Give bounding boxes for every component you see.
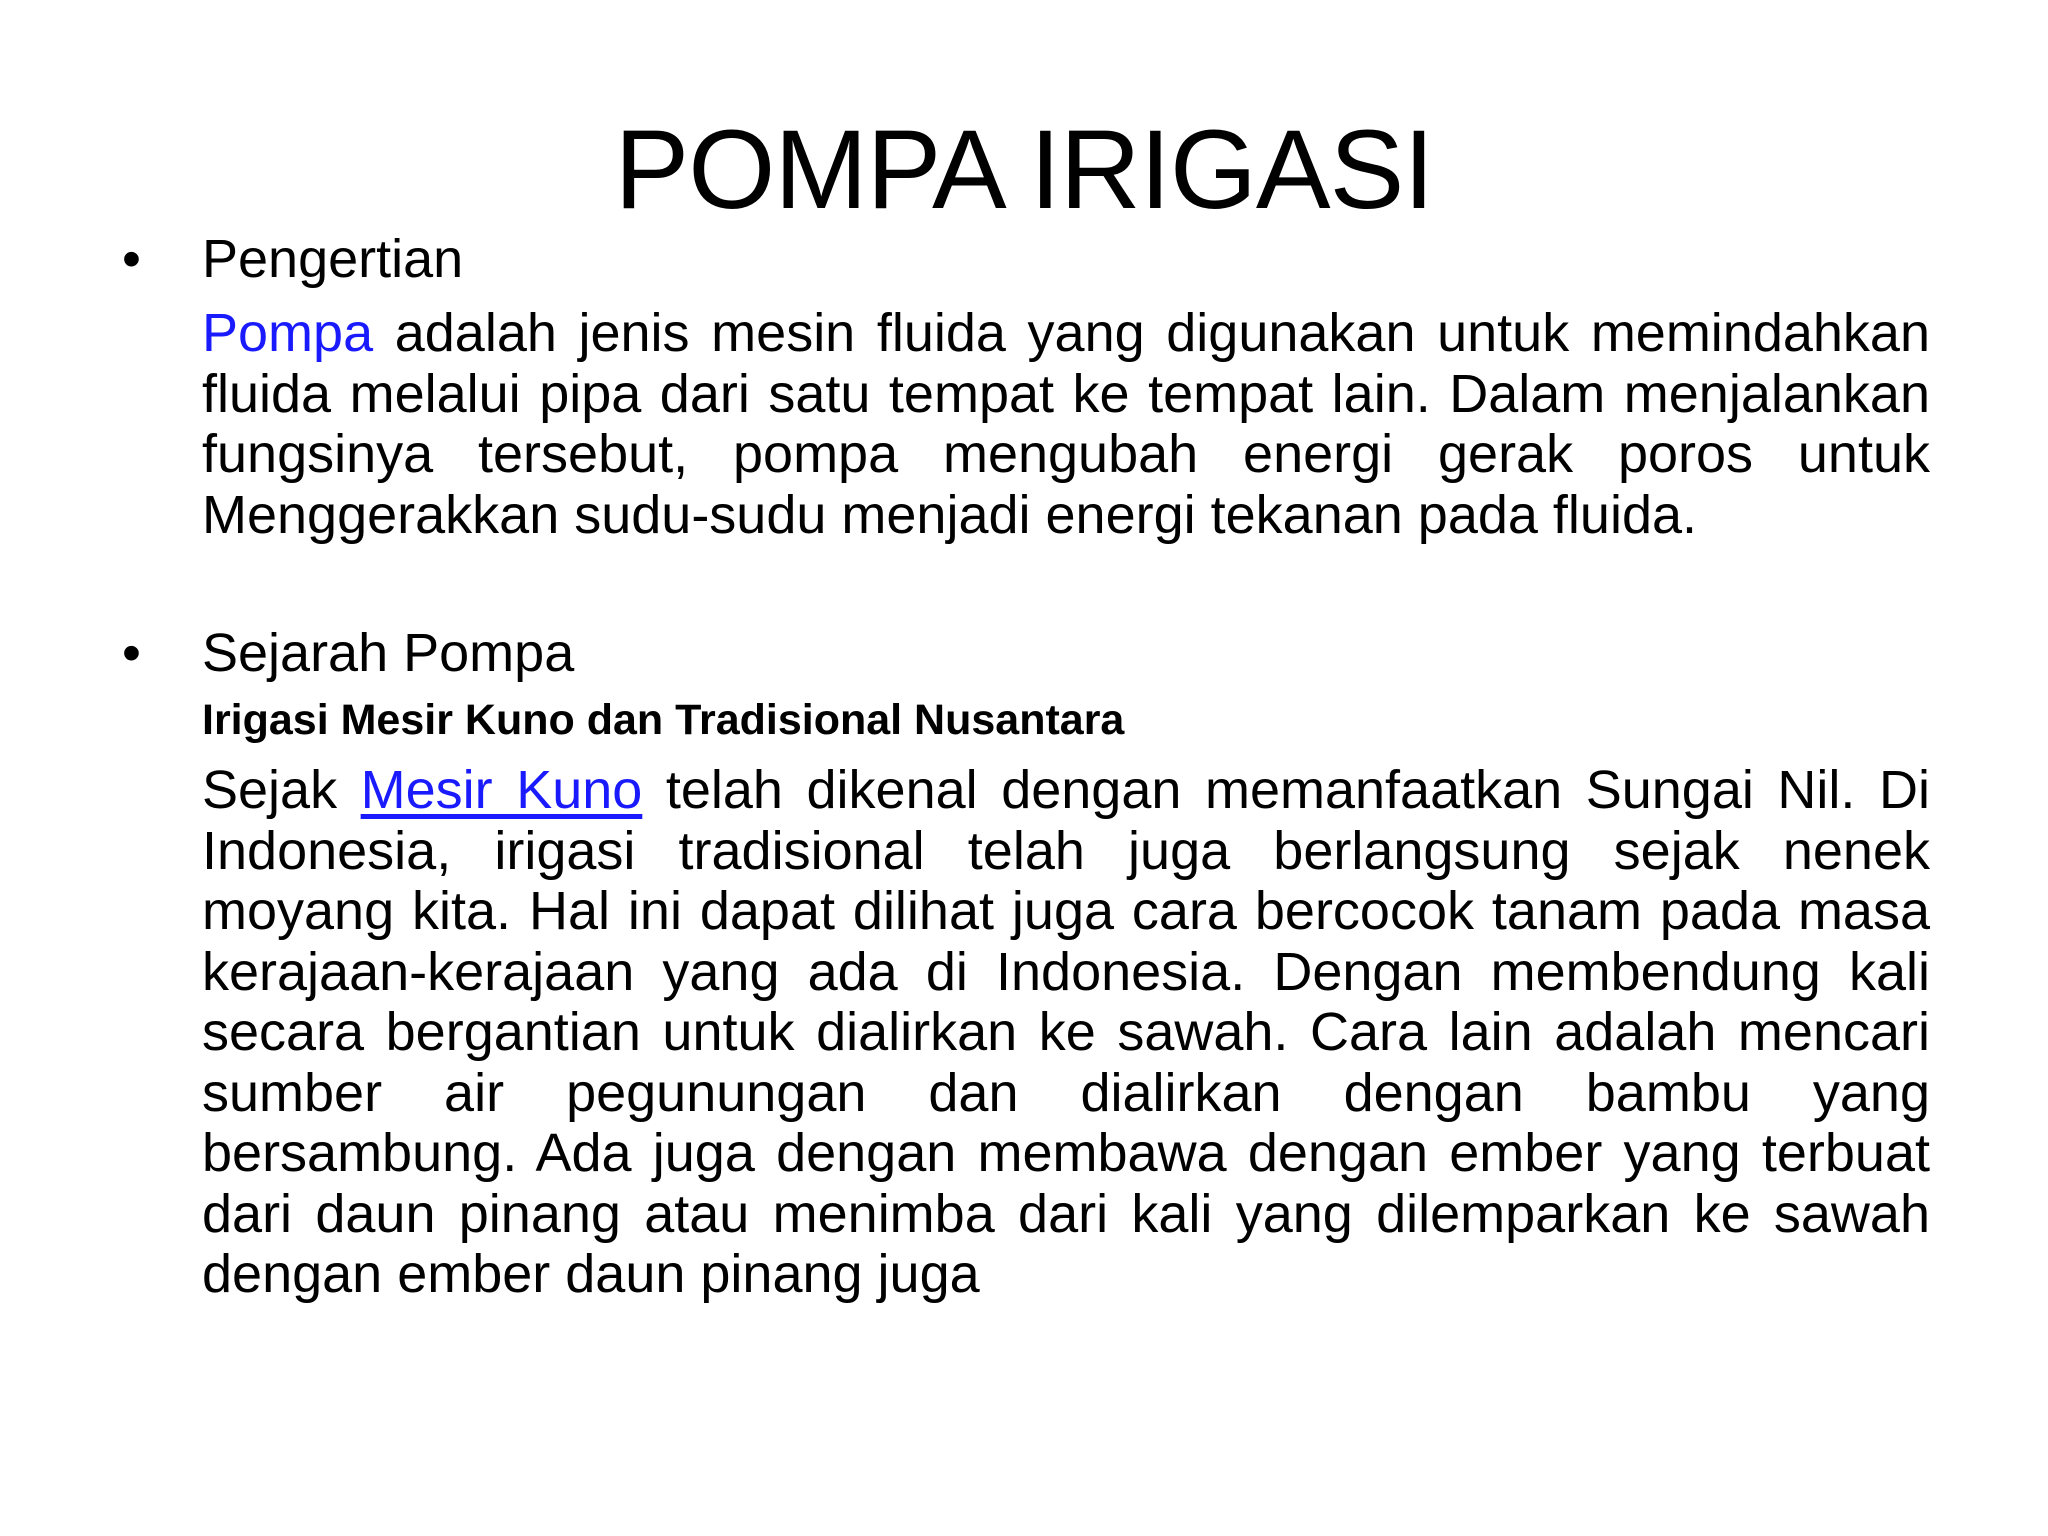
- definition-text: adalah jenis mesin fluida yang digunakan untuk memindahkan fluida melalui pipa dari satu tempat ke tempat lain. Dalam menjalankan fungsinya tersebut, pompa mengubah energi gerak poros untuk Menggerakkan sudu-sudu menjadi energi tekanan pada fluida.: [202, 303, 1930, 545]
- bullet-label-sejarah-pompa: Sejarah Pompa: [202, 623, 575, 683]
- history-text: telah dikenal dengan memanfaatkan Sungai Nil. Di Indonesia, irigasi tradisional telah juga berlangsung sejak nenek moyang kita. Hal ini dapat dilihat juga cara bercocok tanam pada masa kerajaan-kerajaan yang ada di Indonesia. Dengan membendung kali secara bergantian untuk dialirkan ke sawah. Cara lain adalah mencari sumber air pegunungan dan dialirkan dengan bambu yang bersambung. Ada juga dengan membawa dengan ember yang terbuat dari daun pinang atau menimba dari kali yang dilemparkan ke sawah dengan ember daun pinang juga: [202, 760, 1930, 1304]
- bullet-marker: •: [122, 229, 141, 289]
- history-prefix: Sejak: [202, 760, 361, 820]
- definition-paragraph: [202, 303, 1930, 545]
- term-pompa: Pompa: [202, 303, 374, 363]
- history-subheading: Irigasi Mesir Kuno dan Tradisional Nusantara: [202, 696, 1125, 744]
- history-paragraph: [202, 760, 1930, 1305]
- mesir-kuno-link[interactable]: Mesir Kuno: [360, 760, 643, 820]
- slide-title: POMPA IRIGASI: [614, 107, 1434, 232]
- bullet-label-pengertian: Pengertian: [202, 229, 464, 289]
- bullet-marker: •: [122, 623, 141, 683]
